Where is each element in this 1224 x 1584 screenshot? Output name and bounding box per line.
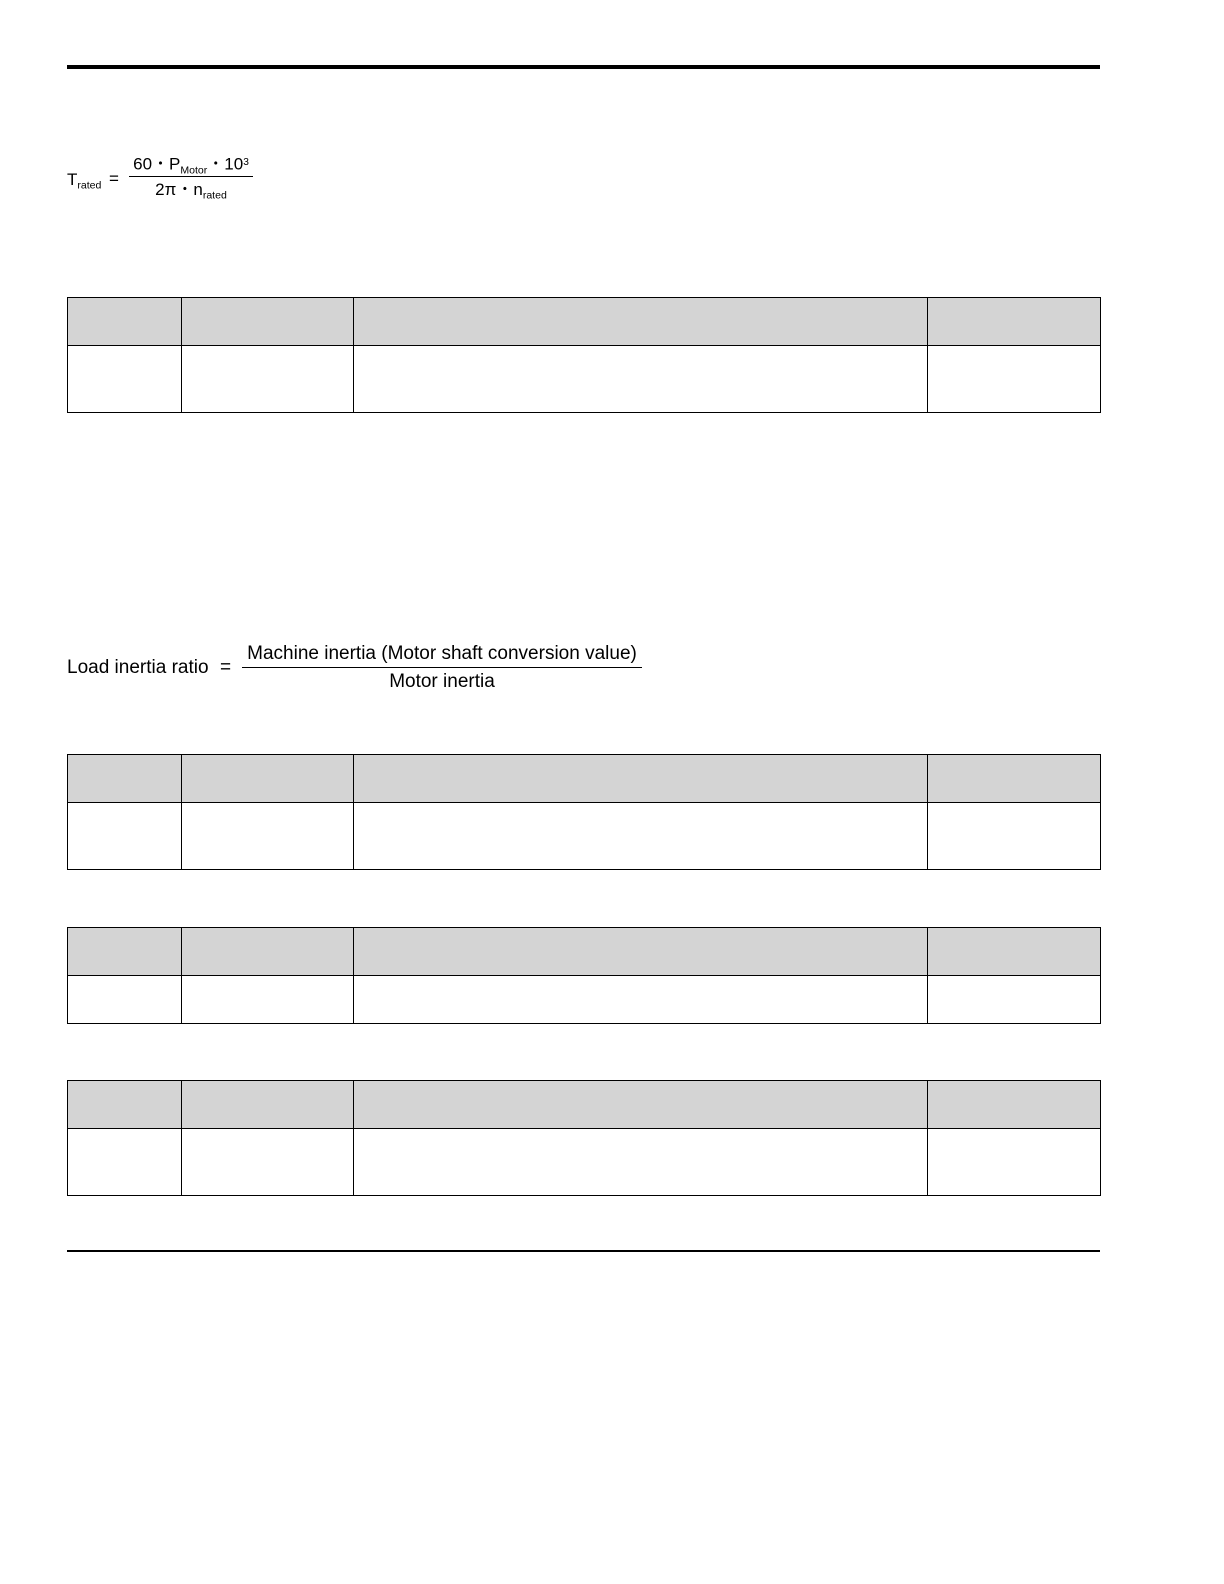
table-cell bbox=[68, 976, 182, 1024]
table-cell bbox=[68, 346, 182, 413]
header-cell bbox=[928, 755, 1101, 803]
table-cell bbox=[182, 346, 354, 413]
table-cell bbox=[928, 976, 1101, 1024]
equals-sign: = bbox=[220, 657, 232, 678]
table-header-row bbox=[68, 755, 1101, 803]
table-row bbox=[68, 976, 1101, 1024]
header-cell bbox=[68, 1081, 182, 1129]
formula-denominator: Motor inertia bbox=[389, 671, 495, 692]
table-row bbox=[68, 1129, 1101, 1196]
table-cell bbox=[354, 976, 928, 1024]
header-cell bbox=[182, 298, 354, 346]
header-rule bbox=[67, 65, 1100, 69]
table-row bbox=[68, 803, 1101, 870]
fraction-bar bbox=[242, 667, 642, 668]
parameter-table-1 bbox=[67, 297, 1101, 413]
table-cell bbox=[68, 803, 182, 870]
formula-lhs: $T_{rated}$ bbox=[67, 170, 102, 192]
header-cell bbox=[928, 298, 1101, 346]
header-cell bbox=[182, 755, 354, 803]
table-cell bbox=[354, 346, 928, 413]
header-cell bbox=[68, 755, 182, 803]
header-cell bbox=[182, 1081, 354, 1129]
formula-fraction bbox=[242, 642, 642, 694]
equals-sign: = bbox=[109, 169, 119, 188]
header-cell bbox=[68, 928, 182, 976]
table-cell bbox=[182, 1129, 354, 1196]
table-cell bbox=[182, 976, 354, 1024]
table-cell bbox=[182, 803, 354, 870]
footer-rule bbox=[67, 1250, 1100, 1252]
table-header-row bbox=[68, 298, 1101, 346]
table-cell bbox=[68, 1129, 182, 1196]
parameter-table-4 bbox=[67, 1080, 1101, 1196]
formula-denominator: 2π・$n_{rated}$ bbox=[155, 180, 227, 202]
table-cell bbox=[354, 1129, 928, 1196]
header-cell bbox=[182, 928, 354, 976]
parameter-table-2 bbox=[67, 754, 1101, 870]
header-cell bbox=[354, 298, 928, 346]
header-cell bbox=[354, 928, 928, 976]
header-cell bbox=[68, 298, 182, 346]
table-cell bbox=[928, 1129, 1101, 1196]
table-cell bbox=[354, 803, 928, 870]
formula-lhs: Load inertia ratio bbox=[67, 657, 209, 678]
formula-numerator: 60・$P_{Motor}$・$10^3$ bbox=[133, 154, 249, 177]
header-cell bbox=[928, 928, 1101, 976]
table-header-row bbox=[68, 928, 1101, 976]
parameter-table-3 bbox=[67, 927, 1101, 1024]
table-cell bbox=[928, 346, 1101, 413]
table-row bbox=[68, 346, 1101, 413]
header-cell bbox=[928, 1081, 1101, 1129]
table-cell bbox=[928, 803, 1101, 870]
formula-numerator: Machine inertia (Motor shaft conversion value) bbox=[247, 643, 637, 664]
header-cell bbox=[354, 1081, 928, 1129]
header-cell bbox=[354, 755, 928, 803]
formula-fraction bbox=[129, 152, 253, 200]
table-header-row bbox=[68, 1081, 1101, 1129]
